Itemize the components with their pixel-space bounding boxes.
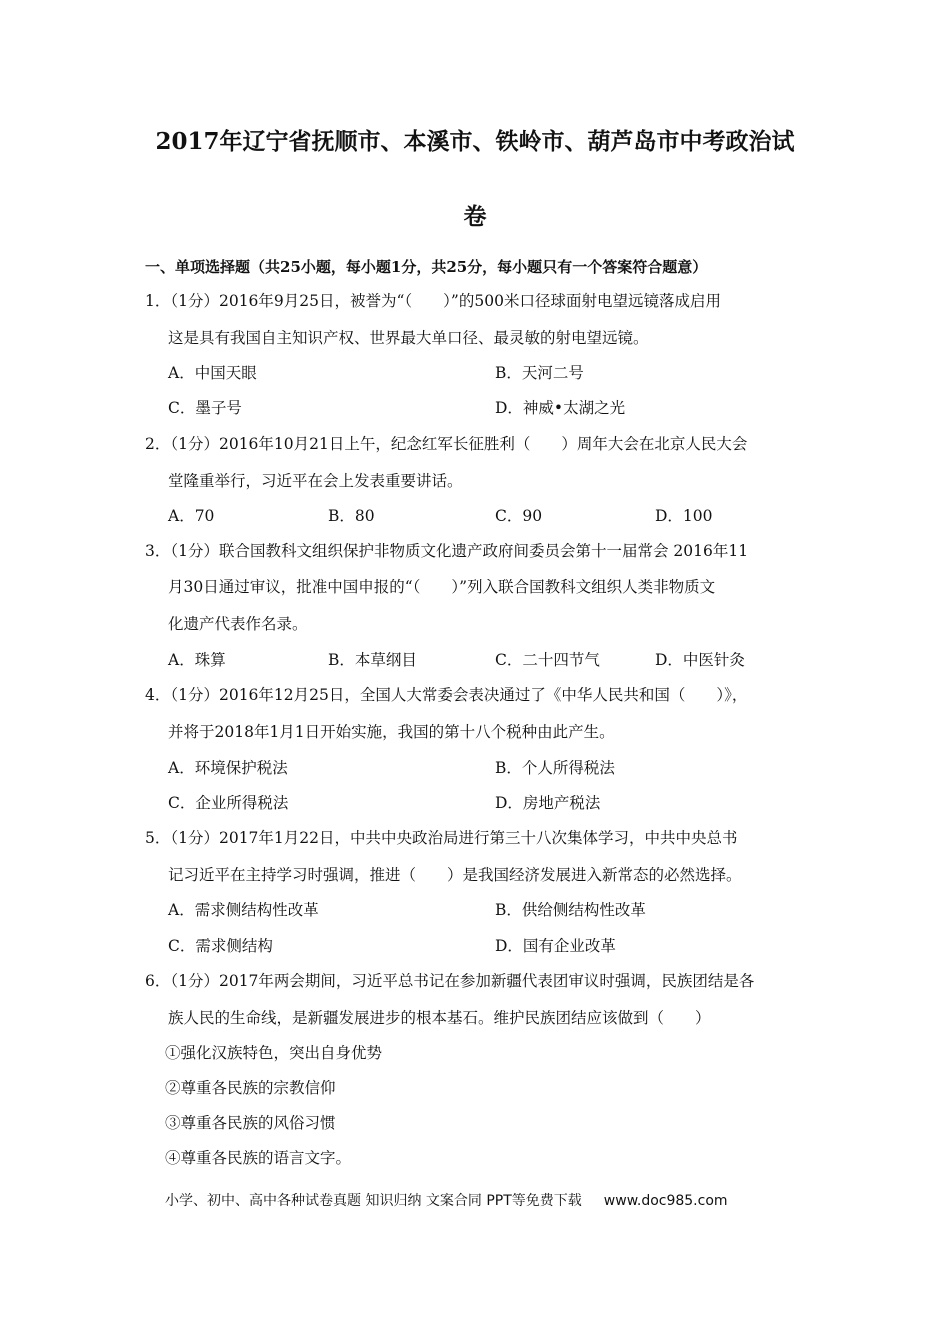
footer-text: 小学、初中、高中各种试卷真题 知识归纳 文案合同 PPT等免费下载 [165,1193,582,1209]
question-5-stem: 5．（1分）2017年1月22日，中共中央政治局进行第三十八次集体学习，中共中央总书 [145,829,738,847]
question-3-option-b: B．本草纲目 [328,651,417,669]
question-3-stem-continued: 月30日通过审议，批准中国申报的“（ ）”列入联合国教科文组织人类非物质文 [168,578,716,596]
question-2-option-a: A．70 [168,507,215,525]
question-4-option-b: B．个人所得税法 [495,759,615,777]
question-5-option-a: A．需求侧结构性改革 [168,901,319,919]
question-4-stem-continued: 并将于2018年1月1日开始实施，我国的第十八个税种由此产生。 [168,723,615,741]
question-2-option-b: B．80 [328,507,375,525]
question-1-stem: 1．（1分）2016年9月25日，被誉为“（ ）”的500米口径球面射电望远镜落成启用 [145,292,721,310]
question-1-option-a: A．中国天眼 [168,364,257,382]
question-6-item-4: ④尊重各民族的语言文字。 [165,1149,352,1167]
question-3-option-d: D．中医针灸 [655,651,745,669]
question-5-option-d: D．国有企业改革 [495,937,616,955]
question-5-option-b: B．供给侧结构性改革 [495,901,646,919]
document-title-continued: 卷 [463,203,487,230]
question-6-item-1: ①强化汉族特色，突出自身优势 [165,1044,383,1062]
question-3-stem: 3．（1分）联合国教科文组织保护非物质文化遗产政府间委员会第十一届常会 2016年11 [145,542,749,560]
question-3-option-a: A．珠算 [168,651,226,669]
question-1-option-b: B．天河二号 [495,364,584,382]
question-2-stem: 2．（1分）2016年10月21日上午，纪念红军长征胜利（ ）周年大会在北京人民大会 [145,435,748,453]
question-4-option-d: D．房地产税法 [495,794,601,812]
question-3-stem-continued-2: 化遗产代表作名录。 [168,615,308,633]
question-4-option-c: C．企业所得税法 [168,794,289,812]
question-2-option-c: C．90 [495,507,543,525]
section-heading: 一、单项选择题（共25小题，每小题1分，共25分，每小题只有一个答案符合题意） [145,258,708,276]
question-5-stem-continued: 记习近平在主持学习时强调，推进（ ）是我国经济发展进入新常态的必然选择。 [168,866,742,884]
question-5-option-c: C．需求侧结构 [168,937,273,955]
footer-url-link[interactable]: www.doc985.com [603,1193,728,1209]
question-4-option-a: A．环境保护税法 [168,759,288,777]
question-2-stem-continued: 堂隆重举行，习近平在会上发表重要讲话。 [168,472,463,490]
question-3-option-c: C．二十四节气 [495,651,600,669]
document-title: 2017年辽宁省抚顺市、本溪市、铁岭市、葫芦岛市中考政治试 [155,128,795,155]
question-1-option-c: C．墨子号 [168,399,242,417]
question-1-option-d: D．神威•太湖之光 [495,399,626,417]
question-6-stem: 6．（1分）2017年两会期间，习近平总书记在参加新疆代表团审议时强调，民族团结是各 [145,972,755,990]
page-footer [165,1190,728,1212]
question-1-stem-continued: 这是具有我国自主知识产权、世界最大单口径、最灵敏的射电望远镜。 [168,329,649,347]
question-2-option-d: D．100 [655,507,713,525]
question-6-item-3: ③尊重各民族的风俗习惯 [165,1114,336,1132]
question-6-stem-continued: 族人民的生命线，是新疆发展进步的根本基石。维护民族团结应该做到（ ） [168,1009,711,1027]
question-6-item-2: ②尊重各民族的宗教信仰 [165,1079,336,1097]
question-4-stem: 4．（1分）2016年12月25日，全国人大常委会表决通过了《中华人民共和国（ ）》， [145,686,748,704]
